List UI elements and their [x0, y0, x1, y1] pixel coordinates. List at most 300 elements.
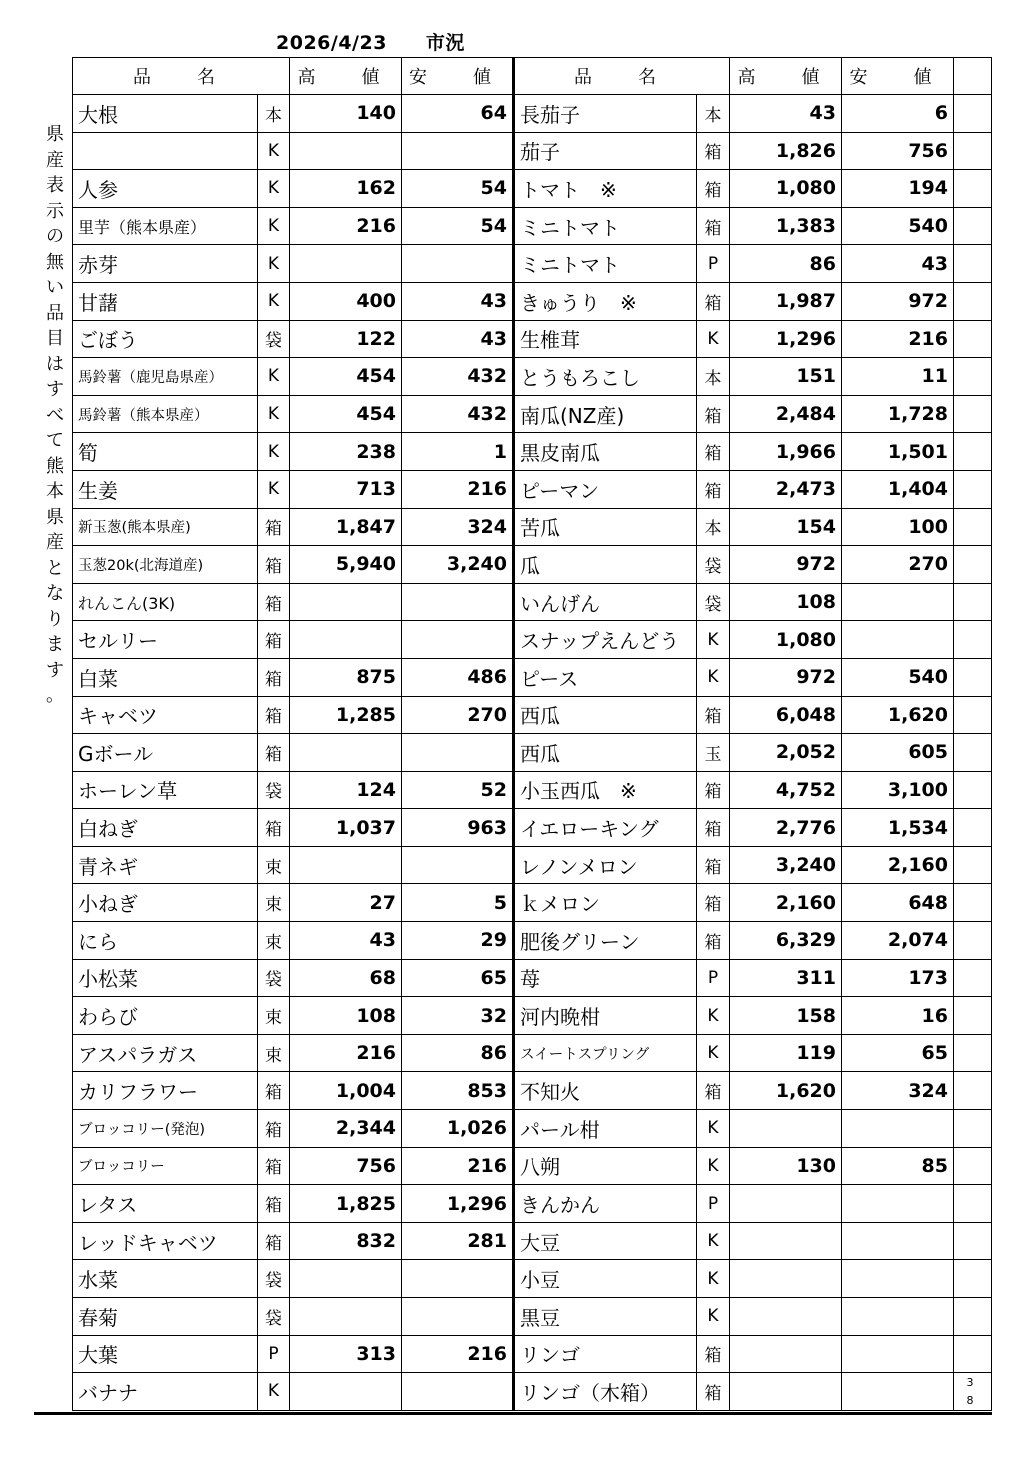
table-row: [73, 771, 992, 809]
high-price-left: [290, 734, 402, 772]
unit-left: 袋: [258, 320, 290, 358]
high-price-right: 972: [730, 658, 842, 696]
unit-left: 箱: [258, 1185, 290, 1223]
low-price-right: 270: [842, 546, 954, 584]
item-name-left: にら: [73, 922, 258, 960]
note-char: す: [46, 379, 64, 400]
high-price-left: 756: [290, 1147, 402, 1185]
item-name-left: わらび: [73, 997, 258, 1035]
unit-left: 袋: [258, 771, 290, 809]
high-price-left: 5,940: [290, 546, 402, 584]
low-price-left: 1: [402, 433, 514, 471]
page-number-digit: 3: [966, 1376, 974, 1389]
low-price-right: [842, 1298, 954, 1336]
unit-left: 袋: [258, 959, 290, 997]
note-char: り: [46, 608, 64, 630]
table-row: [73, 1072, 992, 1110]
item-name-left: Gボール: [73, 734, 258, 772]
item-name-right: 瓜: [514, 546, 697, 584]
unit-right: 袋: [697, 546, 730, 584]
low-price-left: 86: [402, 1034, 514, 1072]
high-price-left: 43: [290, 922, 402, 960]
table-row: [73, 508, 992, 546]
high-price-right: 972: [730, 546, 842, 584]
unit-right: 箱: [697, 470, 730, 508]
table-row: [73, 884, 992, 922]
item-name-left: 白菜: [73, 658, 258, 696]
item-name-left: 青ネギ: [73, 846, 258, 884]
margin-cell: [954, 1110, 992, 1148]
item-name-right: ｋメロン: [514, 884, 697, 922]
margin-cell: [954, 1147, 992, 1185]
low-price-left: 32: [402, 997, 514, 1035]
unit-left: K: [258, 1373, 290, 1411]
price-table: [72, 57, 992, 1411]
page-number-digit: 8: [966, 1394, 974, 1407]
table-row: [73, 1335, 992, 1373]
table-row: [73, 959, 992, 997]
unit-left: 箱: [258, 508, 290, 546]
high-price-right: 2,052: [730, 734, 842, 772]
note-char: の: [46, 226, 64, 247]
high-price-right: 43: [730, 95, 842, 133]
low-price-left: 52: [402, 771, 514, 809]
low-price-right: 648: [842, 884, 954, 922]
item-name-left: 赤芽: [73, 245, 258, 283]
low-price-left: 54: [402, 170, 514, 208]
high-price-left: [290, 1373, 402, 1411]
item-name-left: れんこん(3K): [73, 583, 258, 621]
table-row: [73, 734, 992, 772]
high-price-left: 216: [290, 1034, 402, 1072]
low-price-right: [842, 583, 954, 621]
unit-left: 束: [258, 846, 290, 884]
high-price-left: 832: [290, 1222, 402, 1260]
table-header-row: [73, 58, 992, 95]
note-char: 表: [46, 175, 64, 196]
low-price-left: [402, 1298, 514, 1336]
note-char: 。: [46, 685, 64, 706]
table-row: [73, 546, 992, 584]
high-price-right: 119: [730, 1034, 842, 1072]
low-price-right: 1,404: [842, 470, 954, 508]
table-row: [73, 583, 992, 621]
high-price-left: 124: [290, 771, 402, 809]
margin-cell: [954, 809, 992, 847]
high-price-left: 713: [290, 470, 402, 508]
margin-cell: [954, 1298, 992, 1336]
high-price-right: 1,987: [730, 282, 842, 320]
high-price-right: 1,080: [730, 621, 842, 659]
high-price-left: 1,037: [290, 809, 402, 847]
item-name-right: 生椎茸: [514, 320, 697, 358]
unit-left: K: [258, 245, 290, 283]
margin-cell: [954, 922, 992, 960]
high-price-left: 1,825: [290, 1185, 402, 1223]
table-row: [73, 846, 992, 884]
table-row: [73, 1373, 992, 1411]
item-name-right: トマト ※: [514, 170, 697, 208]
item-name-left: 里芋（熊本県産）: [73, 207, 258, 245]
unit-right: 袋: [697, 583, 730, 621]
margin-cell: [954, 395, 992, 433]
low-price-right: 756: [842, 132, 954, 170]
low-price-left: [402, 583, 514, 621]
high-price-right: 151: [730, 358, 842, 396]
low-price-left: 54: [402, 207, 514, 245]
unit-left: 箱: [258, 658, 290, 696]
note-char: 県: [46, 124, 64, 145]
item-name-right: スイートスプリング: [514, 1034, 697, 1072]
unit-left: 箱: [258, 621, 290, 659]
item-name-right: イエローキング: [514, 809, 697, 847]
unit-right: 箱: [697, 132, 730, 170]
item-name-right: とうもろこし: [514, 358, 697, 396]
low-price-right: [842, 1335, 954, 1373]
high-price-right: [730, 1222, 842, 1260]
margin-cell: [954, 320, 992, 358]
margin-cell: [954, 658, 992, 696]
low-price-left: 5: [402, 884, 514, 922]
table-row: [73, 433, 992, 471]
unit-left: 袋: [258, 1260, 290, 1298]
item-name-left: [73, 132, 258, 170]
unit-right: K: [697, 1298, 730, 1336]
unit-right: 箱: [697, 433, 730, 471]
low-price-left: 43: [402, 282, 514, 320]
low-price-right: 1,620: [842, 696, 954, 734]
table-row: [73, 170, 992, 208]
item-name-right: きゅうり ※: [514, 282, 697, 320]
item-name-left: 甘藷: [73, 282, 258, 320]
item-name-right: 長茄子: [514, 95, 697, 133]
low-price-right: 2,074: [842, 922, 954, 960]
item-name-left: 小松菜: [73, 959, 258, 997]
item-name-left: 大根: [73, 95, 258, 133]
low-price-left: 216: [402, 470, 514, 508]
note-char: 産: [46, 149, 64, 171]
unit-left: 箱: [258, 1222, 290, 1260]
low-price-right: 605: [842, 734, 954, 772]
low-price-left: 216: [402, 1335, 514, 1373]
item-name-right: ミニトマト: [514, 245, 697, 283]
table-row: [73, 922, 992, 960]
margin-cell: [954, 1185, 992, 1223]
high-price-left: 68: [290, 959, 402, 997]
item-name-left: 水菜: [73, 1260, 258, 1298]
table-row: [73, 621, 992, 659]
item-name-left: セルリー: [73, 621, 258, 659]
table-row: [73, 207, 992, 245]
item-name-right: リンゴ（木箱）: [514, 1373, 697, 1411]
item-name-right: 苺: [514, 959, 697, 997]
margin-cell: [954, 696, 992, 734]
high-price-left: 313: [290, 1335, 402, 1373]
item-name-left: バナナ: [73, 1373, 258, 1411]
item-name-left: 新玉葱(熊本県産): [73, 508, 258, 546]
unit-right: 箱: [697, 1373, 730, 1411]
low-price-left: 3,240: [402, 546, 514, 584]
low-price-right: [842, 621, 954, 659]
high-price-right: 1,620: [730, 1072, 842, 1110]
high-price-right: 311: [730, 959, 842, 997]
table-row: [73, 809, 992, 847]
margin-cell: [954, 1034, 992, 1072]
item-name-right: 苦瓜: [514, 508, 697, 546]
note-char: て: [46, 430, 64, 451]
high-price-right: 86: [730, 245, 842, 283]
unit-right: 本: [697, 508, 730, 546]
unit-left: K: [258, 207, 290, 245]
high-price-left: 1,285: [290, 696, 402, 734]
item-name-left: ブロッコリー(発泡): [73, 1110, 258, 1148]
unit-right: K: [697, 621, 730, 659]
margin-cell: [954, 959, 992, 997]
unit-right: K: [697, 1110, 730, 1148]
header-high-left: 高 値: [290, 58, 402, 95]
table-row: [73, 320, 992, 358]
item-name-left: 生姜: [73, 470, 258, 508]
table-row: [73, 282, 992, 320]
high-price-right: 3,240: [730, 846, 842, 884]
unit-left: 箱: [258, 583, 290, 621]
table-row: [73, 245, 992, 283]
item-name-right: レノンメロン: [514, 846, 697, 884]
unit-right: K: [697, 1222, 730, 1260]
unit-right: K: [697, 1260, 730, 1298]
unit-right: 本: [697, 95, 730, 133]
unit-left: 箱: [258, 809, 290, 847]
note-char: べ: [46, 404, 64, 426]
unit-right: 箱: [697, 1072, 730, 1110]
high-price-left: 27: [290, 884, 402, 922]
table-row: [73, 1185, 992, 1223]
low-price-left: 216: [402, 1147, 514, 1185]
item-name-left: ブロッコリー: [73, 1147, 258, 1185]
table-row: [73, 1147, 992, 1185]
item-name-right: いんげん: [514, 583, 697, 621]
low-price-left: [402, 734, 514, 772]
margin-cell: [954, 282, 992, 320]
low-price-left: 281: [402, 1222, 514, 1260]
margin-cell: [954, 621, 992, 659]
item-name-right: 西瓜: [514, 734, 697, 772]
table-row: [73, 95, 992, 133]
note-char: と: [46, 557, 64, 579]
high-price-right: [730, 1335, 842, 1373]
header-name-right: 品 名: [514, 58, 730, 95]
high-price-right: 4,752: [730, 771, 842, 809]
item-name-right: スナップえんどう: [514, 621, 697, 659]
low-price-right: 540: [842, 658, 954, 696]
note-char: 無: [46, 251, 64, 273]
high-price-left: 875: [290, 658, 402, 696]
high-price-left: 2,344: [290, 1110, 402, 1148]
low-price-left: 65: [402, 959, 514, 997]
table-row: [73, 1298, 992, 1336]
item-name-right: 黒皮南瓜: [514, 433, 697, 471]
margin-cell: [954, 583, 992, 621]
unit-right: P: [697, 959, 730, 997]
low-price-left: [402, 1260, 514, 1298]
unit-right: 箱: [697, 1335, 730, 1373]
header-low-right: 安 値: [842, 58, 954, 95]
low-price-left: 324: [402, 508, 514, 546]
unit-right: 箱: [697, 170, 730, 208]
low-price-left: [402, 1373, 514, 1411]
margin-cell: [954, 95, 992, 133]
unit-left: K: [258, 433, 290, 471]
margin-cell: [954, 433, 992, 471]
low-price-right: [842, 1185, 954, 1223]
unit-right: 箱: [697, 922, 730, 960]
high-price-right: 2,160: [730, 884, 842, 922]
item-name-right: 河内晩柑: [514, 997, 697, 1035]
header-high-right: 高 値: [730, 58, 842, 95]
high-price-right: 154: [730, 508, 842, 546]
low-price-left: 432: [402, 395, 514, 433]
high-price-left: [290, 132, 402, 170]
low-price-left: [402, 132, 514, 170]
item-name-left: 大葉: [73, 1335, 258, 1373]
item-name-left: 玉葱20k(北海道産): [73, 546, 258, 584]
low-price-left: 270: [402, 696, 514, 734]
low-price-left: [402, 846, 514, 884]
note-char: す: [46, 659, 64, 681]
item-name-right: 肥後グリーン: [514, 922, 697, 960]
note-char: 本: [46, 481, 64, 502]
item-name-left: レタス: [73, 1185, 258, 1223]
high-price-left: [290, 621, 402, 659]
item-name-right: ピース: [514, 658, 697, 696]
margin-cell: [954, 170, 992, 208]
low-price-left: 64: [402, 95, 514, 133]
item-name-left: 白ねぎ: [73, 809, 258, 847]
item-name-right: パール柑: [514, 1110, 697, 1148]
high-price-right: 1,383: [730, 207, 842, 245]
unit-right: 箱: [697, 696, 730, 734]
high-price-right: 1,080: [730, 170, 842, 208]
low-price-right: 1,534: [842, 809, 954, 847]
item-name-left: 人参: [73, 170, 258, 208]
low-price-right: 43: [842, 245, 954, 283]
item-name-left: キャベツ: [73, 696, 258, 734]
item-name-left: ホーレン草: [73, 771, 258, 809]
item-name-left: 馬鈴薯（鹿児島県産）: [73, 358, 258, 396]
low-price-right: [842, 1222, 954, 1260]
low-price-right: [842, 1373, 954, 1411]
high-price-right: [730, 1185, 842, 1223]
high-price-left: [290, 1298, 402, 1336]
table-row: [73, 132, 992, 170]
margin-cell: [954, 358, 992, 396]
item-name-right: 八朔: [514, 1147, 697, 1185]
high-price-left: [290, 846, 402, 884]
high-price-right: 1,966: [730, 433, 842, 471]
high-price-left: 454: [290, 358, 402, 396]
page-number: [961, 1374, 979, 1410]
unit-left: 束: [258, 922, 290, 960]
high-price-right: 1,826: [730, 132, 842, 170]
low-price-right: [842, 1110, 954, 1148]
margin-cell: [954, 1222, 992, 1260]
high-price-left: 122: [290, 320, 402, 358]
margin-cell: [954, 884, 992, 922]
item-name-left: 春菊: [73, 1298, 258, 1336]
high-price-left: 108: [290, 997, 402, 1035]
item-name-left: ごぼう: [73, 320, 258, 358]
unit-right: 箱: [697, 809, 730, 847]
low-price-right: 1,728: [842, 395, 954, 433]
unit-left: P: [258, 1335, 290, 1373]
margin-cell: [954, 771, 992, 809]
unit-right: 箱: [697, 395, 730, 433]
note-char: な: [46, 583, 64, 604]
item-name-right: ピーマン: [514, 470, 697, 508]
table-row: [73, 395, 992, 433]
high-price-left: 162: [290, 170, 402, 208]
unit-left: 箱: [258, 734, 290, 772]
item-name-right: きんかん: [514, 1185, 697, 1223]
unit-left: K: [258, 132, 290, 170]
note-char: い: [46, 277, 64, 298]
low-price-right: 194: [842, 170, 954, 208]
margin-cell: [954, 1260, 992, 1298]
unit-left: 箱: [258, 546, 290, 584]
note-char: 示: [46, 200, 64, 222]
margin-cell: [954, 546, 992, 584]
high-price-right: 108: [730, 583, 842, 621]
item-name-right: 黒豆: [514, 1298, 697, 1336]
margin-cell: [954, 207, 992, 245]
low-price-right: 16: [842, 997, 954, 1035]
low-price-right: 1,501: [842, 433, 954, 471]
low-price-left: 29: [402, 922, 514, 960]
item-name-left: カリフラワー: [73, 1072, 258, 1110]
high-price-right: 158: [730, 997, 842, 1035]
unit-right: 本: [697, 358, 730, 396]
item-name-right: 南瓜(NZ産): [514, 395, 697, 433]
item-name-right: 小玉西瓜 ※: [514, 771, 697, 809]
high-price-right: 2,776: [730, 809, 842, 847]
low-price-left: 486: [402, 658, 514, 696]
unit-right: K: [697, 1034, 730, 1072]
high-price-right: 6,329: [730, 922, 842, 960]
margin-cell: [954, 1072, 992, 1110]
low-price-right: 324: [842, 1072, 954, 1110]
high-price-left: [290, 245, 402, 283]
high-price-left: 140: [290, 95, 402, 133]
unit-left: 束: [258, 884, 290, 922]
low-price-left: [402, 245, 514, 283]
item-name-right: リンゴ: [514, 1335, 697, 1373]
vertical-note: [40, 122, 70, 709]
unit-right: K: [697, 320, 730, 358]
high-price-left: 238: [290, 433, 402, 471]
unit-left: 箱: [258, 1072, 290, 1110]
unit-left: 本: [258, 95, 290, 133]
low-price-right: 173: [842, 959, 954, 997]
high-price-right: [730, 1110, 842, 1148]
high-price-right: 6,048: [730, 696, 842, 734]
item-name-right: 不知火: [514, 1072, 697, 1110]
low-price-right: 6: [842, 95, 954, 133]
note-char: 県: [46, 506, 64, 528]
unit-left: 袋: [258, 1298, 290, 1336]
item-name-left: 馬鈴薯（熊本県産）: [73, 395, 258, 433]
unit-right: 箱: [697, 846, 730, 884]
low-price-left: 1,296: [402, 1185, 514, 1223]
